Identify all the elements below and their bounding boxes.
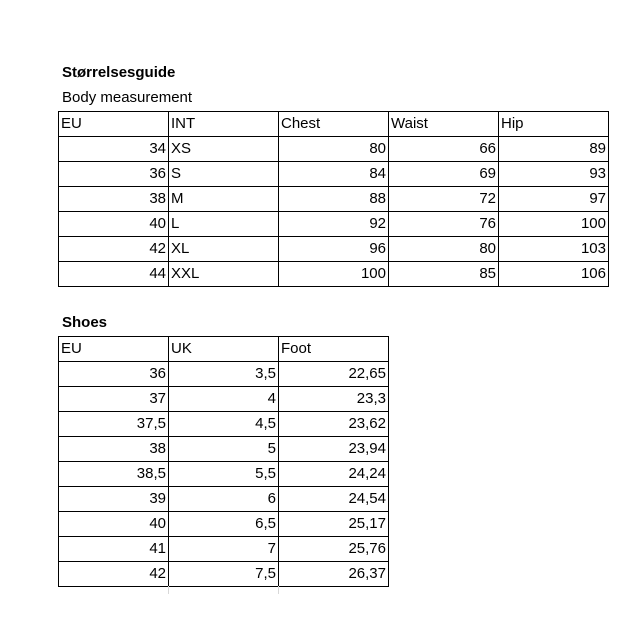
- uk-shoe-size-cell: 6: [169, 487, 279, 512]
- int-size-cell: L: [169, 212, 279, 237]
- hip-cell: 100: [499, 212, 609, 237]
- table-row: [59, 537, 389, 562]
- chest-cell: 96: [279, 237, 389, 262]
- gridline-stub: [168, 586, 169, 594]
- table-row: [59, 437, 389, 462]
- chest-cell: 100: [279, 262, 389, 287]
- int-size-cell: XS: [169, 137, 279, 162]
- table-row: [59, 212, 609, 237]
- foot-length-cell: 24,54: [279, 487, 389, 512]
- shoes-table: [58, 336, 389, 587]
- eu-shoe-size-cell: 36: [59, 362, 169, 387]
- eu-shoe-size-cell: 37: [59, 387, 169, 412]
- gridline-stub: [278, 586, 279, 594]
- foot-length-cell: 23,62: [279, 412, 389, 437]
- table-row: [59, 562, 389, 587]
- waist-cell: 69: [389, 162, 499, 187]
- column-header-eu: EU: [59, 112, 169, 137]
- chest-cell: 84: [279, 162, 389, 187]
- foot-length-cell: 25,17: [279, 512, 389, 537]
- table-row: [59, 512, 389, 537]
- waist-cell: 76: [389, 212, 499, 237]
- hip-cell: 103: [499, 237, 609, 262]
- hip-cell: 106: [499, 262, 609, 287]
- eu-shoe-size-cell: 37,5: [59, 412, 169, 437]
- table-row: [59, 462, 389, 487]
- table-row: [59, 387, 389, 412]
- column-header-waist: Waist: [389, 112, 499, 137]
- foot-length-cell: 25,76: [279, 537, 389, 562]
- uk-shoe-size-cell: 5,5: [169, 462, 279, 487]
- table-row: [59, 187, 609, 212]
- uk-shoe-size-cell: 3,5: [169, 362, 279, 387]
- eu-shoe-size-cell: 39: [59, 487, 169, 512]
- waist-cell: 85: [389, 262, 499, 287]
- eu-size-cell: 38: [59, 187, 169, 212]
- column-header-uk: UK: [169, 337, 279, 362]
- uk-shoe-size-cell: 4,5: [169, 412, 279, 437]
- eu-size-cell: 34: [59, 137, 169, 162]
- uk-shoe-size-cell: 6,5: [169, 512, 279, 537]
- eu-shoe-size-cell: 38: [59, 437, 169, 462]
- table-row: [59, 362, 389, 387]
- chest-cell: 88: [279, 187, 389, 212]
- shoes-title: Shoes: [62, 314, 108, 331]
- hip-cell: 93: [499, 162, 609, 187]
- eu-shoe-size-cell: 38,5: [59, 462, 169, 487]
- int-size-cell: XL: [169, 237, 279, 262]
- foot-length-cell: 23,3: [279, 387, 389, 412]
- eu-shoe-size-cell: 40: [59, 512, 169, 537]
- column-header-hip: Hip: [499, 112, 609, 137]
- uk-shoe-size-cell: 4: [169, 387, 279, 412]
- foot-length-cell: 24,24: [279, 462, 389, 487]
- eu-size-cell: 42: [59, 237, 169, 262]
- waist-cell: 66: [389, 137, 499, 162]
- eu-shoe-size-cell: 41: [59, 537, 169, 562]
- column-header-int: INT: [169, 112, 279, 137]
- eu-shoe-size-cell: 42: [59, 562, 169, 587]
- size-guide-title: Størrelsesguide: [62, 64, 176, 81]
- foot-length-cell: 23,94: [279, 437, 389, 462]
- hip-cell: 89: [499, 137, 609, 162]
- column-header-foot: Foot: [279, 337, 389, 362]
- size-guide-table: [58, 111, 609, 287]
- table-header-row: [59, 337, 389, 362]
- uk-shoe-size-cell: 5: [169, 437, 279, 462]
- table-row: [59, 162, 609, 187]
- uk-shoe-size-cell: 7,5: [169, 562, 279, 587]
- table-row: [59, 487, 389, 512]
- table-row: [59, 137, 609, 162]
- hip-cell: 97: [499, 187, 609, 212]
- body-measurement-label: Body measurement: [62, 89, 193, 106]
- table-row: [59, 412, 389, 437]
- foot-length-cell: 26,37: [279, 562, 389, 587]
- waist-cell: 72: [389, 187, 499, 212]
- column-header-chest: Chest: [279, 112, 389, 137]
- foot-length-cell: 22,65: [279, 362, 389, 387]
- chest-cell: 92: [279, 212, 389, 237]
- chest-cell: 80: [279, 137, 389, 162]
- int-size-cell: M: [169, 187, 279, 212]
- eu-size-cell: 36: [59, 162, 169, 187]
- table-header-row: [59, 112, 609, 137]
- eu-size-cell: 40: [59, 212, 169, 237]
- int-size-cell: XXL: [169, 262, 279, 287]
- table-row: [59, 262, 609, 287]
- waist-cell: 80: [389, 237, 499, 262]
- eu-size-cell: 44: [59, 262, 169, 287]
- table-row: [59, 237, 609, 262]
- column-header-eu: EU: [59, 337, 169, 362]
- uk-shoe-size-cell: 7: [169, 537, 279, 562]
- int-size-cell: S: [169, 162, 279, 187]
